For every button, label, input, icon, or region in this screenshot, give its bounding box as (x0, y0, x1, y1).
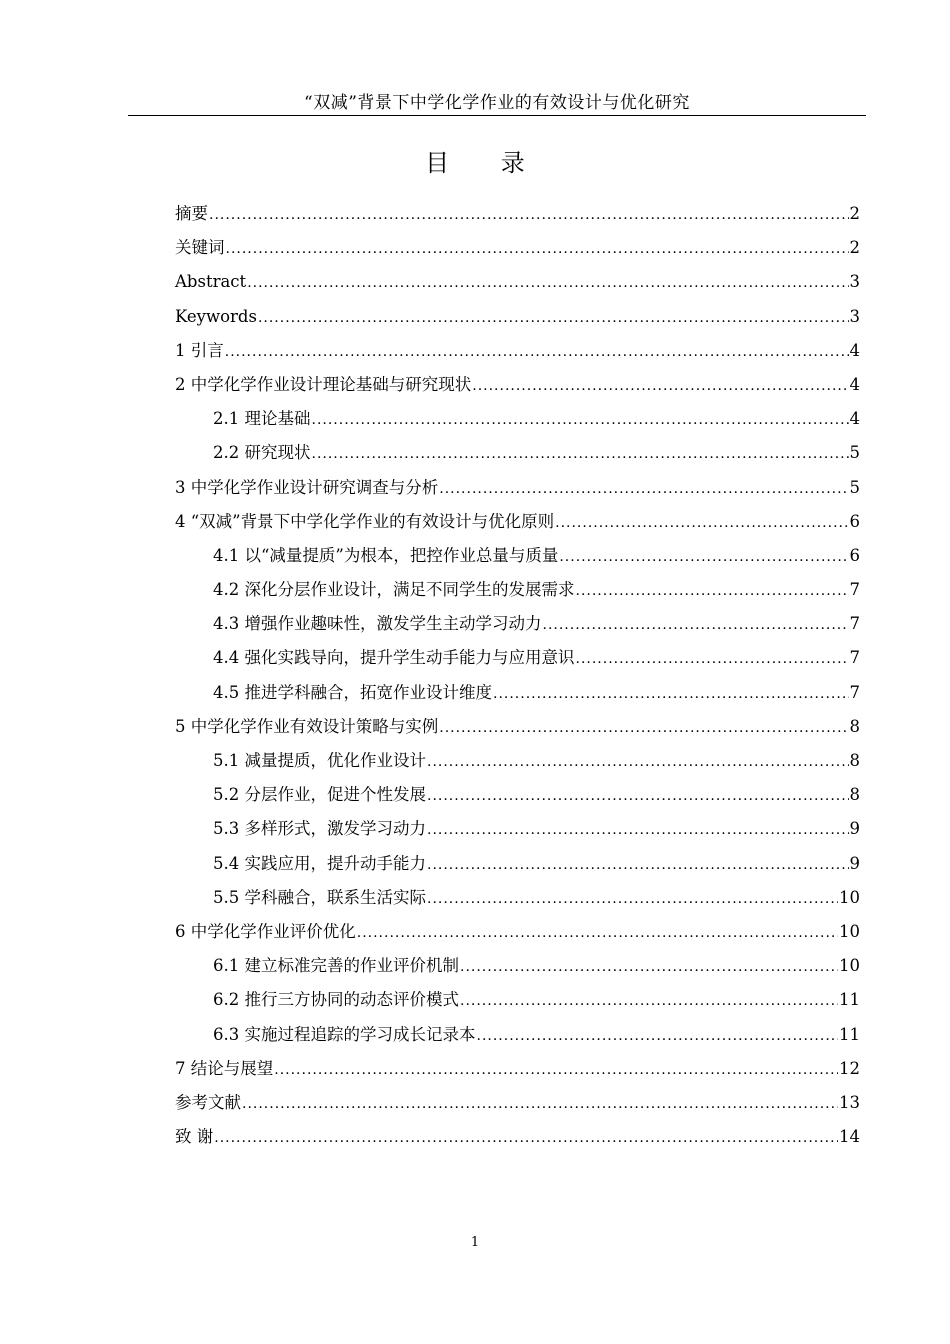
toc-entry[interactable] (175, 300, 860, 334)
toc-entry-page: 4 (849, 409, 860, 429)
running-header-title: “双减”背景下中学化学作业的有效设计与优化研究 (304, 93, 690, 113)
toc-entry-label: Abstract (175, 272, 247, 292)
dot-leader (357, 916, 838, 950)
toc-entry[interactable] (175, 471, 860, 505)
dot-leader (312, 403, 849, 437)
toc-entry-page: 8 (849, 716, 860, 736)
toc-entry-label: 6.1 建立标准完善的作业评价机制 (213, 956, 459, 976)
toc-entry-page: 8 (849, 751, 860, 770)
toc-entry[interactable] (175, 915, 860, 949)
dot-leader (559, 540, 848, 574)
toc-entry-page: 11 (839, 1024, 860, 1044)
toc-entry[interactable] (175, 231, 860, 265)
toc-entry-page: 9 (849, 853, 860, 873)
toc-entry-page: 14 (839, 1127, 860, 1147)
toc-entry-page: 10 (839, 956, 860, 976)
toc-entry-page: 2 (849, 238, 860, 258)
toc-entry[interactable] (175, 710, 860, 744)
dot-leader (543, 608, 849, 642)
toc-entry[interactable] (175, 744, 860, 778)
toc-entry[interactable] (175, 368, 860, 402)
toc-entry-page: 10 (839, 921, 860, 941)
toc-entry[interactable] (175, 983, 860, 1017)
toc-entry-label: 6.2 推行三方协同的动态评价模式 (213, 990, 459, 1010)
toc-entry-page: 6 (849, 545, 860, 565)
toc-entry[interactable] (175, 1052, 860, 1086)
toc-entry-page: 2 (849, 204, 860, 223)
toc-entry[interactable] (175, 402, 860, 436)
toc-entry-page: 11 (839, 990, 860, 1010)
toc-entry[interactable] (175, 676, 860, 710)
dot-leader (209, 198, 849, 232)
toc-entry[interactable] (175, 505, 860, 539)
dot-leader (242, 1087, 838, 1121)
toc-entry-label: 6 中学化学作业评价优化 (175, 921, 356, 941)
toc-entry-page: 4 (849, 340, 860, 360)
toc-title: 目 录 (425, 149, 547, 177)
dot-leader (225, 335, 849, 369)
toc-entry-label: 2.1 理论基础 (213, 409, 311, 429)
toc-entry[interactable] (175, 334, 860, 368)
header-divider (128, 115, 866, 116)
toc-entry-label: 4.2 深化分层作业设计，满足不同学生的发展需求 (213, 580, 575, 600)
toc-entry-label: 6.3 实施过程追踪的学习成长记录本 (213, 1024, 476, 1044)
toc-entry-label: 4.5 推进学科融合，拓宽作业设计维度 (213, 682, 492, 702)
dot-leader (214, 1121, 838, 1155)
dot-leader (576, 642, 849, 676)
dot-leader (472, 369, 848, 403)
dot-leader (274, 1053, 838, 1087)
toc-entry-label: 4 “双减”背景下中学化学作业的有效设计与优化原则 (175, 511, 555, 531)
dot-leader (555, 506, 848, 540)
toc-entry-label: 致 谢 (175, 1127, 214, 1147)
toc-entry-page: 3 (849, 306, 860, 326)
dot-leader (427, 779, 849, 813)
toc-entry[interactable] (175, 607, 860, 641)
toc-entry[interactable] (175, 1120, 860, 1154)
toc-entry[interactable] (175, 265, 860, 299)
toc-entry-page: 8 (849, 785, 860, 805)
toc-entry-label: 4.4 强化实践导向，提升学生动手能力与应用意识 (213, 648, 575, 668)
toc-entry-label: 2.2 研究现状 (213, 443, 311, 463)
page-number: 1 (470, 1235, 480, 1250)
toc-entry-page: 13 (839, 1092, 860, 1112)
toc-entry-label: 5.4 实践应用，提升动手能力 (213, 853, 426, 873)
dot-leader (312, 437, 849, 471)
dot-leader (427, 745, 849, 779)
toc-entry-label: 7 结论与展望 (175, 1058, 274, 1078)
toc-entry-page: 12 (839, 1058, 860, 1078)
toc-entry-page: 7 (849, 682, 860, 702)
dot-leader (477, 1019, 839, 1053)
toc-entry[interactable] (175, 436, 860, 470)
toc-entry-label: 5 中学化学作业有效设计策略与实例 (175, 716, 439, 736)
toc-entry[interactable] (175, 1086, 860, 1120)
toc-entry[interactable] (175, 197, 860, 231)
toc-entry-page: 6 (849, 511, 860, 531)
toc-entry[interactable] (175, 641, 860, 675)
toc-entry-label: 4.1 以“减量提质”为根本，把控作业总量与质量 (213, 545, 559, 565)
toc-entry-page: 7 (849, 580, 860, 600)
toc-entry-label: Keywords (175, 306, 257, 326)
toc-entry[interactable] (175, 949, 860, 983)
dot-leader (427, 813, 849, 847)
toc-entry-page: 10 (839, 887, 860, 907)
dot-leader (460, 950, 838, 984)
toc-entry[interactable] (175, 812, 860, 846)
toc-entry-page: 4 (849, 374, 860, 394)
toc-entry[interactable] (175, 778, 860, 812)
toc-entry-page: 7 (849, 648, 860, 668)
toc-entry-label: 关键词 (175, 238, 225, 258)
toc-entry[interactable] (175, 847, 860, 881)
toc-entry[interactable] (175, 1018, 860, 1052)
dot-leader (439, 472, 848, 506)
toc-entry-page: 5 (849, 443, 860, 463)
dot-leader (226, 232, 849, 266)
toc-entry-label: 5.2 分层作业，促进个性发展 (213, 785, 426, 805)
toc-entry-page: 3 (849, 272, 860, 292)
toc-entry[interactable] (175, 539, 860, 573)
dot-leader (460, 984, 838, 1018)
dot-leader (247, 266, 848, 300)
toc-entry-label: 1 引言 (175, 340, 224, 360)
toc-entry-label: 摘要 (175, 204, 208, 223)
table-of-contents (175, 197, 860, 1154)
toc-entry-page: 5 (849, 477, 860, 497)
dot-leader (493, 677, 849, 711)
toc-entry[interactable] (175, 881, 860, 915)
toc-entry-page: 7 (849, 614, 860, 634)
toc-entry-label: 参考文献 (175, 1092, 241, 1112)
toc-entry-label: 4.3 增强作业趣味性，激发学生主动学习动力 (213, 614, 542, 634)
toc-entry-label: 5.3 多样形式，激发学习动力 (213, 819, 426, 839)
dot-leader (576, 574, 849, 608)
toc-entry-label: 3 中学化学作业设计研究调查与分析 (175, 477, 439, 497)
dot-leader (427, 882, 838, 916)
dot-leader (427, 848, 849, 882)
toc-entry-page: 9 (849, 819, 860, 839)
toc-entry[interactable] (175, 573, 860, 607)
toc-entry-label: 5.5 学科融合，联系生活实际 (213, 887, 426, 907)
toc-entry-label: 2 中学化学作业设计理论基础与研究现状 (175, 374, 472, 394)
dot-leader (439, 711, 848, 745)
toc-entry-label: 5.1 减量提质，优化作业设计 (213, 751, 426, 770)
dot-leader (258, 301, 849, 335)
